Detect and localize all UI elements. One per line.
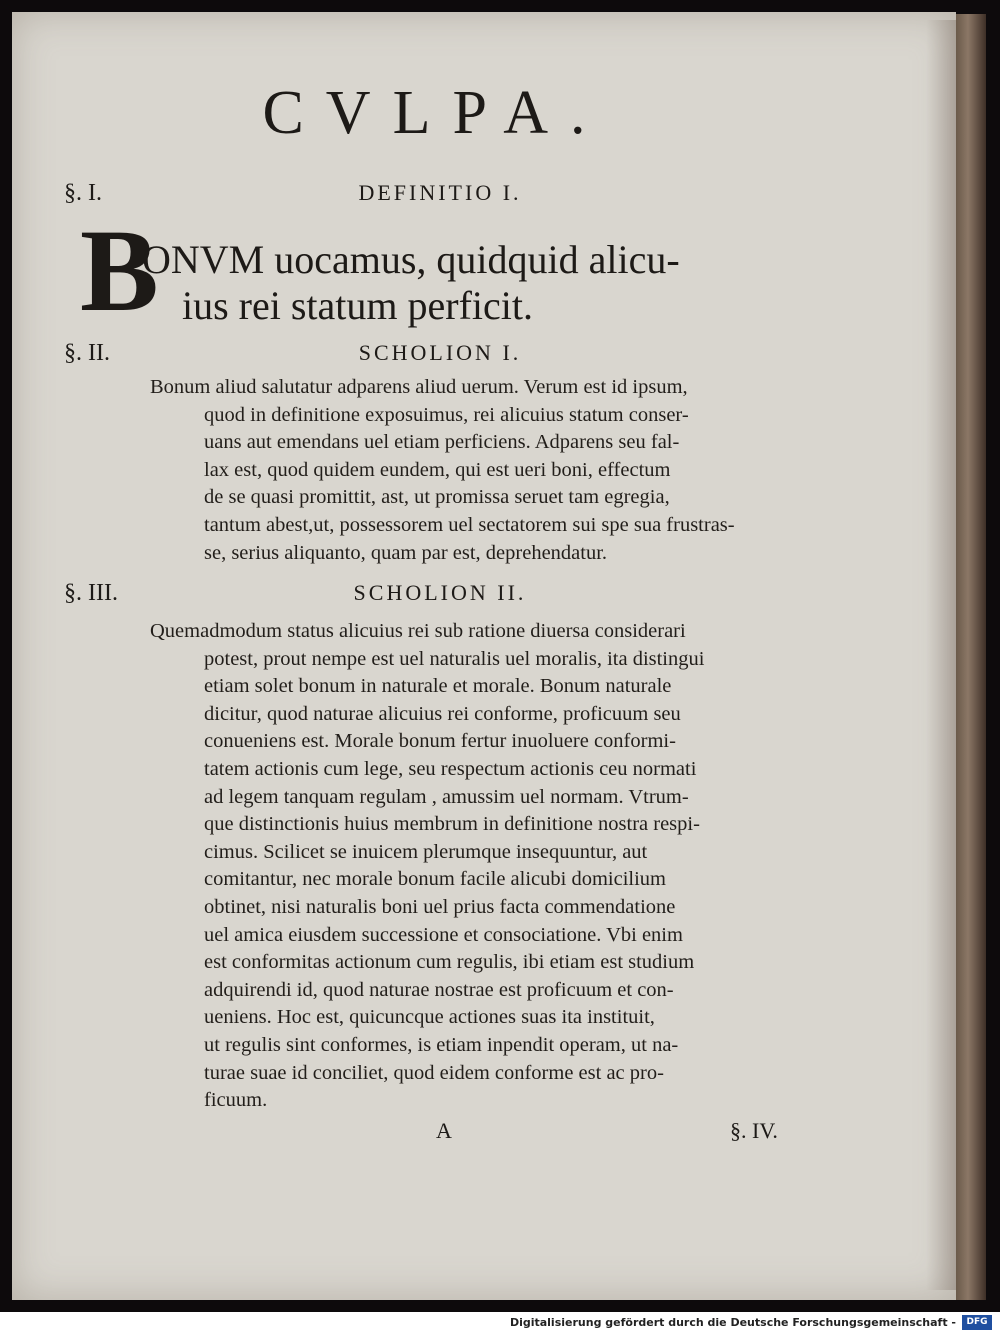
text-line: tatem actionis cum lege, seu respectum actionis ceu normati — [204, 757, 697, 780]
signature-mark: A — [436, 1118, 452, 1143]
text-line: quod in definitione exposuimus, rei alicuius statum conser- — [204, 403, 689, 426]
scholion-1-text — [150, 374, 735, 567]
text-line: turae suae id conciliet, quod eidem conforme est ac pro- — [204, 1061, 664, 1084]
text-line: ut regulis sint conformes, is etiam inpendit operam, ut na- — [204, 1033, 679, 1056]
text-line: adquirendi id, quod naturae nostrae est proficuum et con- — [204, 978, 674, 1001]
page-title: CVLPA. — [262, 79, 608, 147]
text-line: etiam solet bonum in naturale et morale. Bonum naturale — [204, 675, 672, 698]
text-line: ueniens. Hoc est, quicuncque actiones suas ita instituit, — [204, 1006, 655, 1029]
footer-credit: Digitalisierung gefördert durch die Deutsche Forschungsgemeinschaft - — [509, 1316, 956, 1329]
text-line: que distinctionis huius membrum in definitione nostra respi- — [204, 813, 700, 836]
definition-line-2: ius rei statum perficit. — [182, 283, 534, 328]
text-line: tantum abest,ut, possessorem uel sectatorem sui spe sua frustras- — [204, 513, 735, 536]
page-edge — [956, 14, 986, 1300]
text-line: de se quasi promittit, ast, ut promissa seruet tam egregia, — [204, 486, 670, 509]
text-line: Quemadmodum status alicuius rei sub ratione diuersa considerari — [150, 620, 686, 642]
text-line: obtinet, nisi naturalis boni uel prius facta commendatione — [204, 895, 676, 918]
drop-cap: B — [80, 205, 159, 336]
dfg-logo: DFG — [962, 1315, 992, 1330]
text-line: lax est, quod quidem eundem, qui est ueri boni, effectum — [204, 458, 671, 481]
text-line: dicitur, quod naturae alicuius rei conforme, proficuum seu — [204, 702, 681, 725]
text-line: se, serius aliquanto, quam par est, deprehendatur. — [204, 541, 608, 564]
text-line: conueniens est. Morale bonum fertur inuoluere conformi- — [204, 730, 676, 753]
scholion-2-text — [150, 618, 704, 1115]
section-marker-2: §. II. — [64, 340, 110, 366]
definition-line-1: ONVM uocamus, quidquid alicu- — [142, 237, 680, 282]
section-marker-3: §. III. — [64, 580, 118, 606]
section-heading-3: SCHOLION II. — [353, 580, 527, 605]
catchword: §. IV. — [730, 1118, 778, 1143]
section-marker-1: §. I. — [64, 180, 102, 206]
page-shadow — [926, 20, 956, 1290]
text-line: potest, prout nempe est uel naturalis uel moralis, ita distingui — [204, 647, 705, 670]
text-line: cimus. Scilicet se inuicem plerumque insequuntur, aut — [204, 840, 648, 863]
text-line: uel amica eiusdem successione et consociatione. Vbi enim — [204, 923, 683, 946]
text-line: Bonum aliud salutatur adparens aliud uerum. Verum est id ipsum, — [150, 376, 688, 398]
text-line: est conformitas actionum cum regulis, ibi etiam est studium — [204, 951, 695, 974]
text-line: ad legem tanquam regulam , amussim uel normam. Vtrum- — [204, 785, 689, 808]
text-line: uans aut emendans uel etiam perficiens. Adparens seu fal- — [204, 431, 680, 454]
text-line: ficuum. — [204, 1089, 268, 1112]
section-heading-2: SCHOLION I. — [358, 340, 522, 365]
text-line: comitantur, nec morale bonum facile alicubi domicilium — [204, 868, 666, 891]
section-heading-1: DEFINITIO I. — [358, 180, 522, 205]
